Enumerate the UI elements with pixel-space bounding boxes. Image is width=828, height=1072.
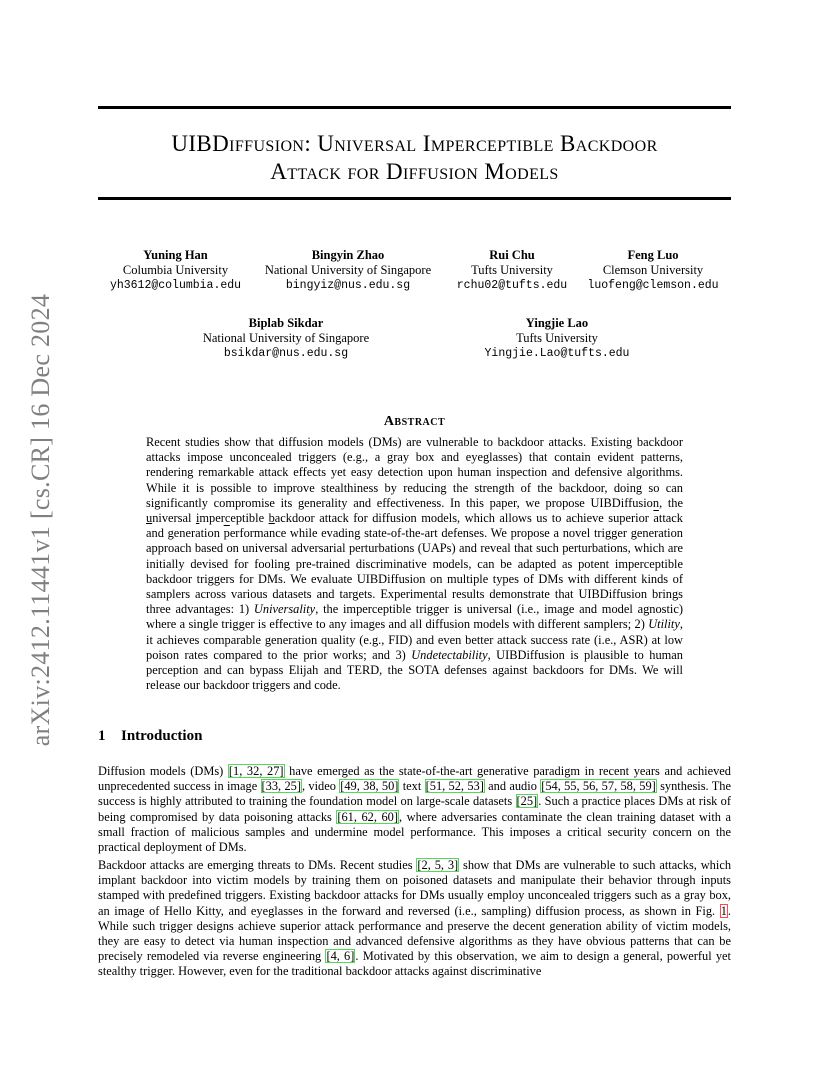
author-email: rchu02@tufts.edu bbox=[456, 279, 568, 292]
paragraph-text: . While such trigger designs achieve superior attack performance and preserve the decent generation ability of victim models, they are easy to detect via human inspection and advanced defensive algorithms as they have obvious patterns that can be precisely remodeled via reverse engineering bbox=[98, 903, 731, 964]
abstract-underlined-letter: u bbox=[146, 511, 153, 526]
paragraph bbox=[98, 858, 731, 980]
author-email: luofeng@clemson.edu bbox=[587, 279, 719, 292]
paragraph-text: Diffusion models (DMs) bbox=[98, 764, 228, 778]
abstract-italic-term: Utility bbox=[648, 617, 680, 632]
citation-link[interactable]: [49, 38, 50] bbox=[340, 779, 399, 794]
paragraph-text: have emerged as the state-of-the-art generative paradigm in recent years and achieved unprecedented success in image bbox=[98, 764, 731, 794]
author-affiliation: National University of Singapore bbox=[264, 263, 432, 277]
section-number: 1 bbox=[98, 728, 106, 744]
paragraph-text: . Such a practice places DMs at risk of being compromised by data poisoning attacks bbox=[98, 794, 731, 824]
citation-link[interactable]: [33, 25] bbox=[261, 779, 301, 794]
paragraph bbox=[98, 764, 731, 855]
figure-reference-link[interactable]: 1 bbox=[720, 903, 727, 918]
abstract-text: Recent studies show that diffusion models (DMs) are vulnerable to backdoor attacks. Existing backdoor attacks impose unconcealed triggers (e.g., a gray box and eyeglasses) that contain evident patterns, rendering remarkable attack effects yet easy detection upon human inspection and defensive algorithms. While it is possible to improve stealthiness by reducing the strength of the backdoor, doing so can significantly compromise its generality and effectiveness. In this paper, we propose UIBDiffusion, the bbox=[146, 435, 683, 510]
abstract-text: ackdoor attack for diffusion models, which allows us to achieve superior bbox=[274, 511, 654, 526]
abstract-text: , UIBDiffusion is plausible to human perception and can bypass Elijah and TERD, the SOTA defenses against backdoors for DMs. We will release our backdoor triggers and code. bbox=[146, 647, 683, 693]
paragraph-text: , video bbox=[301, 779, 340, 794]
author-affiliation: National University of Singapore bbox=[202, 331, 370, 345]
abstract-text: , it achieves comparable generation quality (e.g., FID) and even better attack success rate (i.e., ASR) at low poison rates compared to the prior works; and 3) bbox=[146, 617, 683, 662]
author-block bbox=[450, 248, 574, 293]
citation-link[interactable]: [4, 6] bbox=[326, 949, 355, 964]
author-block bbox=[190, 316, 382, 361]
author-affiliation: Columbia University bbox=[122, 263, 229, 277]
author-name: Rui Chu bbox=[489, 248, 535, 262]
abstract-underlined-letter: b bbox=[268, 511, 275, 526]
author-email: bsikdar@nus.edu.sg bbox=[223, 347, 349, 360]
abstract-body bbox=[146, 435, 683, 693]
citation-link[interactable]: [61, 62, 60] bbox=[337, 809, 399, 824]
paragraph-text: Backdoor attacks are emerging threats to DMs. Recent studies bbox=[98, 858, 417, 872]
author-block bbox=[253, 248, 443, 293]
arxiv-identifier bbox=[21, 275, 61, 765]
paragraph-text: and audio bbox=[484, 779, 541, 794]
citation-link[interactable]: [51, 52, 53] bbox=[425, 779, 484, 794]
arxiv-identifier-text: arXiv:2412.11441v1 [cs.CR] 16 Dec 2024 bbox=[26, 293, 55, 747]
title-bottom-rule bbox=[98, 197, 731, 200]
author-name: Yuning Han bbox=[143, 248, 208, 262]
author-affiliation: Tufts University bbox=[516, 331, 598, 345]
title-top-rule bbox=[98, 106, 731, 109]
citation-link[interactable]: [25] bbox=[516, 794, 538, 809]
citation-link[interactable]: [54, 55, 56, 57, 58, 59] bbox=[541, 779, 656, 794]
author-email: bingyiz@nus.edu.sg bbox=[285, 279, 411, 292]
citation-link[interactable]: [1, 32, 27] bbox=[228, 764, 284, 778]
paper-title-line-1: UIBDiffusion: Universal Imperceptible Backdoor bbox=[171, 131, 658, 156]
section-title: Introduction bbox=[121, 728, 203, 744]
abstract-heading: Abstract bbox=[383, 414, 446, 429]
paragraph-text: show that DMs are vulnerable to such attacks, which implant backdoor into victim models by training them on poisoned datasets and manipulate their behavior through inputs stamped with predefined triggers. Existing backdoor attacks for DMs usually employ unconcealed triggers such as a gray box, an image of Hello Kitty, and eyeglasses in the forward and reversed (i.e., sampling) diffusion process, as shown in Fig. bbox=[98, 858, 732, 918]
paragraph-text: text bbox=[399, 779, 425, 794]
author-block bbox=[580, 248, 726, 293]
author-name: Yingjie Lao bbox=[525, 316, 589, 330]
author-block bbox=[98, 248, 253, 293]
author-email: Yingjie.Lao@tufts.edu bbox=[484, 347, 630, 360]
citation-link[interactable]: [2, 5, 3] bbox=[417, 858, 459, 872]
abstract-italic-term: Universality bbox=[253, 602, 316, 617]
paragraph-text: . Motivated by this observation, we aim to design a general, powerful yet stealthy trigger. However, even for the traditional backdoor attacks against discriminative bbox=[98, 949, 731, 979]
abstract-italic-term: Undetectability bbox=[411, 647, 488, 662]
author-affiliation: Clemson University bbox=[602, 263, 704, 277]
abstract-text: , the imperceptible trigger is universal (i.e., image and model agnostic) where a single trigger is effective to any images and all diffusion models with different samplers; 2) bbox=[146, 602, 683, 632]
author-name: Feng Luo bbox=[627, 248, 679, 262]
section-heading bbox=[98, 728, 202, 745]
abstract-text: erformance while evading state-of-the-art defenses. We propose a novel trigger generation approach based on universal adversarial perturbations (UAPs) and reveal that such perturbations, which are initially devised for fooling pre-trained discriminative models, can be adapted as potent imperceptible backdoor triggers for DMs. We evaluate UIBDiffusion on multiple types of DMs with different kinds of samplers across various datasets and targets. Experimental results demonstrate that UIBDiffusion brings three advantages: 1) bbox=[146, 526, 683, 617]
author-block bbox=[472, 316, 642, 361]
author-name: Biplab Sikdar bbox=[248, 316, 324, 330]
abstract-text: niversal bbox=[152, 511, 196, 526]
author-name: Bingyin Zhao bbox=[311, 248, 385, 262]
author-email: yh3612@columbia.edu bbox=[109, 279, 242, 292]
author-affiliation: Tufts University bbox=[471, 263, 553, 277]
paper-title-line-2: Attack for Diffusion Models bbox=[270, 159, 559, 184]
abstract-text: mperceptible bbox=[199, 511, 269, 526]
abstract-underlined-letter: i bbox=[195, 511, 200, 526]
paper-title bbox=[98, 130, 731, 186]
abstract-overlined-letter: $\overline{p}$ bbox=[223, 526, 230, 541]
abstract-text: ttack and generation bbox=[146, 511, 683, 541]
paragraph-text: , where adversaries contaminate the clean training dataset with a small fraction of malicious samples and undermine model performance. This imposes a critical security concern on the practical deployment of DMs. bbox=[98, 809, 732, 855]
paragraph-text: synthesis. The success is highly attributed to training the foundation model on large-scale datasets bbox=[98, 779, 731, 809]
abstract-overlined-letter: $\overline{a}$ bbox=[653, 511, 659, 526]
